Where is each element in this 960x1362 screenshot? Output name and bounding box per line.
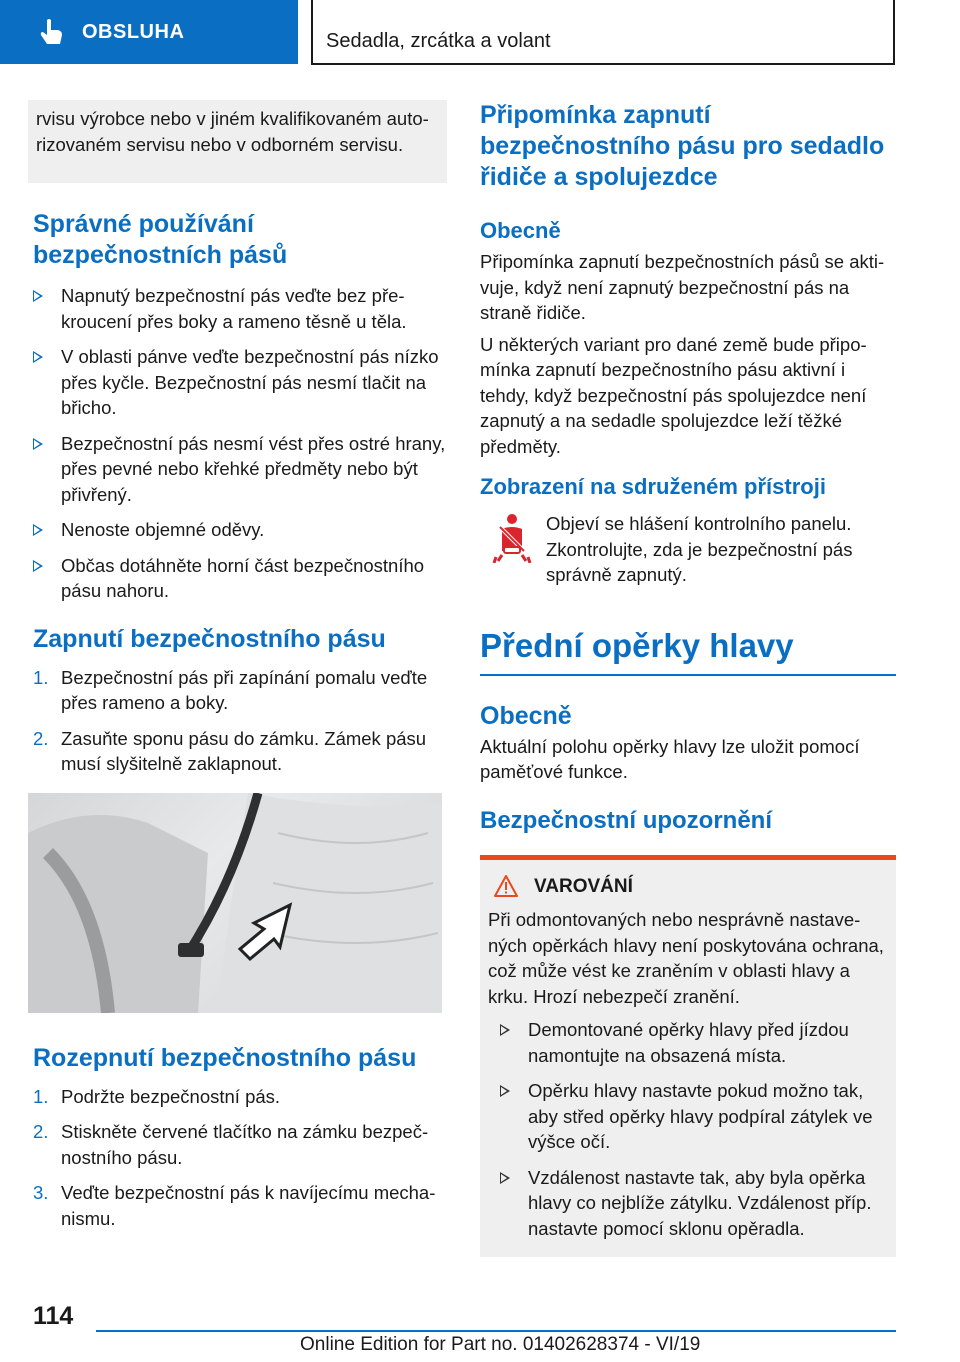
reminder-general-text: Připomínka zapnutí bezpečnostních pásů se aktivuje, když není zapnutý bezpečnostní pás na straně řidiče. — [480, 251, 885, 323]
bullet-triangle-icon — [33, 560, 43, 572]
list-item: Napnutý bezpečnostní pás veďte bez překroucení přes boky a rameno těsně u těla. — [33, 283, 447, 334]
display-heading: Zobrazení na sdruženém přístroji — [480, 474, 826, 499]
continued-notice-box — [28, 100, 447, 183]
headrests-heading: Přední opěrky hlavy — [480, 626, 794, 664]
warning-header — [488, 874, 888, 900]
bullet-triangle-icon — [33, 290, 43, 302]
footer-rule — [96, 1330, 896, 1332]
list-item: Vzdálenost nastavte tak, aby byla opěrka hlavy co nejblíže zátylku. Vzdálenost příp. nastavte pomocí sklonu opěradla. — [500, 1165, 888, 1242]
reminder-variant-text: U některých variant pro dané země bude připomínka zapnutí bezpečnostního pásu aktivní i tehdy, když bezpečnostní pás spolujezdce není zapnutý a na sedadle spolujezdce leží těžké předměty. — [480, 333, 867, 457]
list-item: 1. Bezpečnostní pás při zapínání pomalu veďte přes rameno a boky. — [33, 666, 428, 713]
seatbelt-warning-icon — [490, 511, 534, 563]
bullet-triangle-icon — [500, 1024, 510, 1036]
list-item: Bezpečnostní pás nesmí vést přes ostré hrany, přes pevné nebo křehké předměty nebo být přivřený. — [33, 431, 447, 508]
bullet-triangle-icon — [500, 1085, 510, 1097]
list-item: Nenoste objemné oděvy. — [33, 517, 447, 543]
list-item: 3. Veďte bezpečnostní pás k navíjecímu mechanismu. — [33, 1182, 436, 1229]
list-item: V oblasti pánve veďte bezpečnostní pás nízko přes kyčle. Bezpečnostní pás nesmí tlačit na břicho. — [33, 344, 447, 421]
footer-edition: Online Edition for Part no. 01402628374 - VI/19 — [300, 1334, 701, 1355]
section-tab[interactable] — [0, 0, 298, 64]
display-message-row — [480, 511, 896, 588]
hand-pointer-icon — [38, 18, 64, 46]
proper-use-heading: Správné používání bezpečnostních pásů — [33, 210, 288, 269]
list-item: 2. Stiskněte červené tlačítko na zámku bezpečnostního pásu. — [33, 1121, 429, 1168]
seatbelt-photo — [28, 793, 442, 1013]
bullet-triangle-icon — [33, 351, 43, 363]
reminder-general-heading: Obecně — [480, 218, 561, 243]
bullet-triangle-icon — [33, 524, 43, 536]
headrests-general-text: Aktuální polohu opěrky hlavy lze uložit pomocí paměťové funkce. — [480, 735, 860, 782]
headrests-general-heading: Obecně — [480, 701, 572, 730]
warning-text: Při odmontovaných nebo nesprávně nastavených opěrkách hlavy není poskytována ochrana, což může vést ke zraněním v oblasti hlavy a krku. Hrozí nebezpečí zranění. — [488, 909, 884, 1007]
header-divider — [311, 0, 313, 64]
section-label: OBSLUHA — [82, 20, 185, 43]
warning-box — [480, 855, 896, 1258]
list-item: Demontované opěrky hlavy před jízdou namontujte na obsazená místa. — [500, 1017, 888, 1068]
chapter-title: Sedadla, zrcátka a volant — [326, 30, 551, 52]
header-underline — [311, 63, 895, 65]
warning-triangle-icon — [494, 875, 518, 897]
headrests-rule — [480, 674, 896, 676]
header-divider-right — [893, 0, 895, 64]
bullet-triangle-icon — [33, 438, 43, 450]
fasten-heading: Zapnutí bezpečnostního pásu — [33, 624, 386, 653]
bullet-triangle-icon — [500, 1172, 510, 1184]
unfasten-heading: Rozepnutí bezpečnostního pásu — [33, 1043, 417, 1072]
warning-list — [500, 1017, 888, 1241]
list-item: 1. Podržte bezpečnostní pás. — [33, 1085, 281, 1107]
unfasten-steps — [33, 1084, 447, 1232]
warning-label: VAROVÁNÍ — [534, 875, 633, 897]
page-number: 114 — [33, 1302, 74, 1330]
seatbelt-illustration — [28, 793, 442, 1013]
fasten-steps — [33, 665, 447, 777]
left-column — [33, 100, 447, 1241]
safety-heading: Bezpečnostní upozornění — [480, 806, 773, 834]
list-item: 2. Zasuňte sponu pásu do zámku. Zámek pásu musí slyšitelně zaklapnout. — [33, 727, 427, 774]
list-item: Občas dotáhněte horní část bezpečnostního pásu nahoru. — [33, 553, 447, 604]
continued-text: rvisu výrobce nebo v jiném kvalifikovaném autorizovaném servisu nebo v odborném servisu. — [36, 108, 429, 155]
list-item: Opěrku hlavy nastavte pokud možno tak, aby střed opěrky hlavy podpíral zátylek ve výšce očí. — [500, 1078, 888, 1155]
display-message-text: Objeví se hlášení kontrolního panelu. Zkontrolujte, zda je bezpečnostní pás správně zapnutý. — [546, 513, 853, 585]
proper-use-list — [33, 283, 447, 604]
right-column — [480, 100, 896, 1257]
reminder-heading: Připomínka zapnutí bezpečnostního pásu pro sedadlo řidiče a spolujezdce — [480, 101, 885, 191]
